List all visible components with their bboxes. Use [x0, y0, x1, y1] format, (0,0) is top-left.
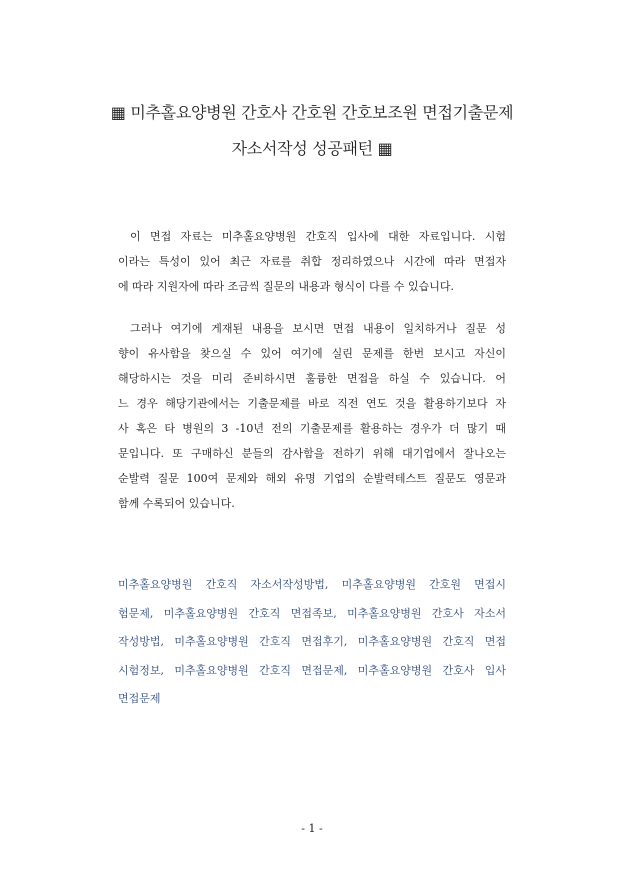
keyword-line: 험문제, 미추홀요양병원 간호직 면접족보, 미추홀요양병원 간호사 자소서 — [118, 606, 506, 620]
paragraph-line: 순발력 질문 100여 문제와 해외 유명 기업의 순발력테스트 질문도 영문과 — [118, 472, 506, 485]
intro-paragraph — [118, 224, 506, 299]
document-title-line-2: 자소서작성 성공패턴 ▦ — [231, 139, 393, 158]
paragraph-line: 느 경우 해당기관에서는 기출문제를 바로 직전 연도 것을 활용하기보다 자 — [118, 397, 506, 410]
paragraph-line: 함께 수록되어 있습니다. — [118, 497, 235, 510]
keyword-line: 면접문제 — [118, 692, 161, 705]
document-title-line-1: ▦ 미추홀요양병원 간호사 간호원 간호보조원 면접기출문제 — [110, 103, 514, 122]
paragraph-line: 에 따라 지원자에 따라 조금씩 질문의 내용과 형식이 다를 수 있습니다. — [118, 280, 454, 293]
paragraph-line: 사 혹은 타 병원의 3 -10년 전의 기출문제를 활용하는 경우가 더 많기 때 — [118, 422, 506, 435]
paragraph-line: 이라는 특성이 있어 최근 자료를 취합 정리하였으나 시간에 따라 면접자 — [118, 255, 506, 268]
keyword-line: 작성방법, 미추홀요양병원 간호직 면접후기, 미추홀요양병원 간호직 면접 — [118, 635, 506, 648]
paragraph-line: 그러나 여기에 게재된 내용을 보시면 면접 내용이 일치하거나 질문 성 — [130, 322, 506, 335]
keyword-line: 미추홀요양병원 간호직 자소서작성방법, 미추홀요양병원 간호원 면접시 — [118, 578, 506, 591]
page-number: - 1 - — [301, 822, 323, 835]
keyword-line: 시험정보, 미추홀요양병원 간호직 면접문제, 미추홀요양병원 간호사 입사 — [118, 663, 506, 677]
keywords-paragraph — [118, 571, 506, 714]
paragraph-line: 해당하시는 것을 미리 준비하시면 훌륭한 면접을 하실 수 있습니다. 어 — [118, 372, 506, 385]
paragraph-line: 이 면접 자료는 미추홀요양병원 간호직 입사에 대한 자료입니다. 시험 — [130, 230, 506, 243]
paragraph-line: 문입니다. 또 구매하신 분들의 감사함을 전하기 위해 대기업에서 잘나오는 — [118, 447, 506, 460]
paragraph-line: 향이 유사함을 찾으실 수 있어 여기에 실린 문제를 한번 보시고 자신이 — [118, 347, 506, 360]
detail-paragraph — [118, 316, 506, 516]
